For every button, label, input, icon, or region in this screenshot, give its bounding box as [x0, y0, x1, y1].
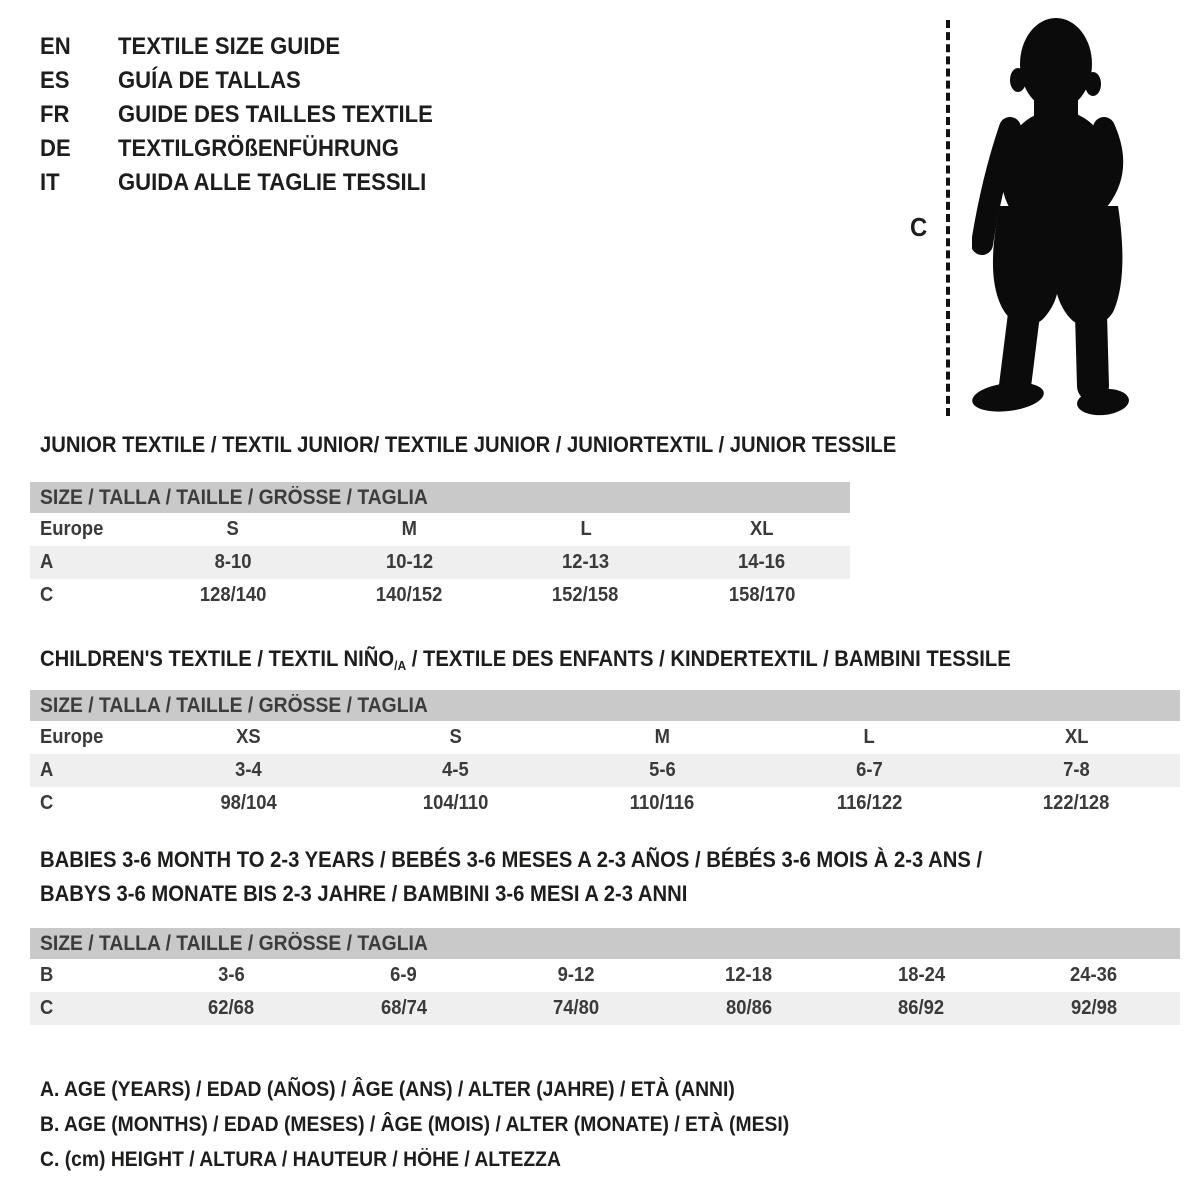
- table-cell: M: [401, 518, 418, 540]
- table-cell: 14-16: [738, 551, 786, 573]
- table-cell: 8-10: [214, 551, 252, 573]
- table-cell: M: [654, 726, 671, 748]
- row-label: Europe: [40, 518, 104, 540]
- table-row-europe: [30, 513, 850, 546]
- language-code: FR: [40, 101, 70, 128]
- toddler-silhouette-icon: [972, 16, 1134, 418]
- table-cell: 74/80: [553, 997, 600, 1019]
- table-cell: L: [863, 726, 876, 748]
- table-cell: 3-6: [217, 964, 245, 986]
- table-cell: XL: [750, 518, 774, 540]
- table-cell: 98/104: [220, 792, 277, 814]
- table-cell: 92/98: [1070, 997, 1117, 1019]
- table-cell: 122/128: [1043, 792, 1110, 814]
- table-cell: 12-18: [725, 964, 773, 986]
- table-cell: XS: [236, 726, 261, 748]
- table-cell: L: [580, 518, 592, 540]
- babies-section-title: BABIES 3-6 MONTH TO 2-3 YEARS / BEBÉS 3-6 MESES A 2-3 AÑOS / BÉBÉS 3-6 MOIS À 2-3 ANS / BABYS 3-6 MONATE BIS 2-3 JAHRE / BAMBINI 3-6 MESI A 2-3 ANNI: [40, 847, 983, 906]
- size-header-bar: SIZE / TALLA / TAILLE / GRÖSSE / TAGLIA: [30, 482, 850, 513]
- language-code: IT: [40, 169, 60, 196]
- table-cell: 10-12: [385, 551, 433, 573]
- row-label: B: [40, 964, 54, 986]
- table-cell: XL: [1064, 726, 1089, 748]
- language-row-it: [40, 166, 460, 200]
- babies-table: [30, 928, 1180, 1025]
- language-code: EN: [40, 33, 71, 60]
- table-cell: 158/170: [728, 584, 796, 606]
- table-cell: 152/158: [552, 584, 619, 606]
- language-row-en: [40, 30, 460, 64]
- language-row-es: [40, 64, 460, 98]
- table-row-months: [30, 959, 1180, 992]
- language-row-fr: [40, 98, 460, 132]
- junior-section-title: JUNIOR TEXTILE / TEXTIL JUNIOR/ TEXTILE JUNIOR / JUNIORTEXTIL / JUNIOR TESSILE: [40, 432, 897, 457]
- table-row-age: [30, 754, 1180, 787]
- children-section-title: CHILDREN'S TEXTILE / TEXTIL NIÑO/A / TEXTILE DES ENFANTS / KINDERTEXTIL / BAMBINI TESSILE: [40, 646, 1011, 673]
- language-title: TEXTILGRÖßENFÜHRUNG: [118, 135, 399, 162]
- table-cell: 12-13: [562, 551, 610, 573]
- table-cell: 110/116: [630, 792, 695, 814]
- table-cell: 80/86: [725, 997, 772, 1019]
- children-table: [30, 690, 1180, 820]
- language-title: GUIDE DES TAILLES TEXTILE: [118, 101, 433, 128]
- table-row-europe: [30, 721, 1180, 754]
- table-cell: 6-7: [856, 759, 883, 781]
- table-cell: 86/92: [898, 997, 945, 1019]
- row-label: C: [40, 584, 54, 606]
- table-row-height: [30, 579, 850, 612]
- language-title: GUÍA DE TALLAS: [118, 67, 301, 94]
- table-cell: 3-4: [235, 759, 262, 781]
- legend: [40, 1072, 854, 1177]
- table-cell: 6-9: [390, 964, 418, 986]
- language-title: GUIDA ALLE TAGLIE TESSILI: [118, 169, 427, 196]
- table-cell: 5-6: [649, 759, 676, 781]
- table-cell: 4-5: [442, 759, 469, 781]
- table-cell: 62/68: [208, 997, 255, 1019]
- legend-line-c: C. (cm) HEIGHT / ALTURA / HAUTEUR / HÖHE / ALTEZZA: [40, 1148, 561, 1171]
- table-row-age: [30, 546, 850, 579]
- table-cell: 18-24: [897, 964, 945, 986]
- language-code: ES: [40, 67, 70, 94]
- table-cell: 128/140: [199, 584, 267, 606]
- table-cell: S: [226, 518, 240, 540]
- nino-a-subscript: /A: [394, 658, 407, 673]
- size-header-bar: SIZE / TALLA / TAILLE / GRÖSSE / TAGLIA: [30, 928, 1180, 959]
- table-cell: 116/122: [836, 792, 903, 814]
- size-header-bar: SIZE / TALLA / TAILLE / GRÖSSE / TAGLIA: [30, 690, 1180, 721]
- table-cell: 7-8: [1063, 759, 1090, 781]
- table-cell: 68/74: [380, 997, 427, 1019]
- table-cell: 9-12: [557, 964, 595, 986]
- language-title: TEXTILE SIZE GUIDE: [118, 33, 341, 60]
- junior-table: [30, 482, 850, 612]
- row-label: A: [40, 759, 54, 781]
- table-cell: 104/110: [422, 792, 489, 814]
- language-row-de: [40, 132, 460, 166]
- row-label: C: [40, 792, 54, 814]
- table-row-height: [30, 992, 1180, 1025]
- height-label: C: [910, 212, 928, 242]
- table-cell: S: [449, 726, 462, 748]
- table-cell: 24-36: [1070, 964, 1118, 986]
- language-code: DE: [40, 135, 71, 162]
- legend-line-a: A. AGE (YEARS) / EDAD (AÑOS) / ÂGE (ANS) / ALTER (JAHRE) / ETÀ (ANNI): [40, 1078, 735, 1101]
- row-label: C: [40, 997, 54, 1019]
- table-cell: 140/152: [376, 584, 443, 606]
- row-label: A: [40, 551, 54, 573]
- legend-line-b: B. AGE (MONTHS) / EDAD (MESES) / ÂGE (MOIS) / ALTER (MONATE) / ETÀ (MESI): [40, 1113, 790, 1136]
- height-measure-line: [946, 20, 950, 416]
- table-row-height: [30, 787, 1180, 820]
- language-list: [40, 30, 460, 200]
- row-label: Europe: [40, 726, 104, 748]
